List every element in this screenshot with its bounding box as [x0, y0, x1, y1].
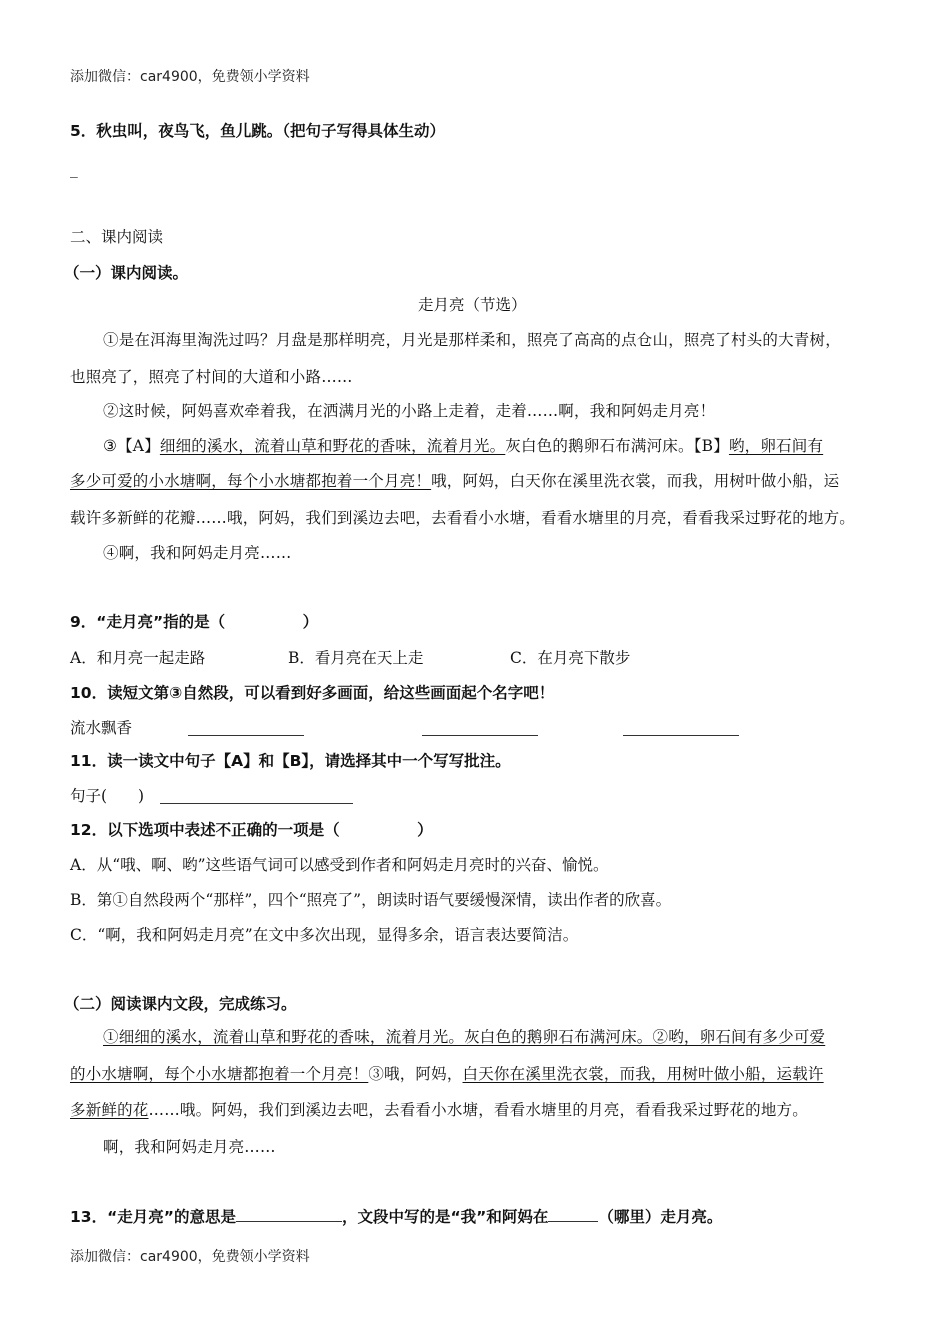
q13-text-3: （哪里）走月亮。 — [598, 1208, 723, 1226]
part-2-line2 — [70, 1062, 824, 1084]
part-2-line3-text: ……哦。阿妈，我们到溪边去吧，去看看小水塘，看看水塘里的月亮，看看我采过野花的地方。 — [148, 1101, 808, 1119]
q13-text-1: 13．“走月亮”的意思是 — [70, 1208, 236, 1226]
sentence-b-start: 哟，卵石间有 — [728, 437, 824, 455]
passage-p3-line1 — [103, 434, 823, 456]
passage-p3-text: 灰白色的鹅卵石布满河床。【B】 — [505, 437, 729, 455]
question-12: 12．以下选项中表述不正确的一项是（ ） — [70, 821, 433, 839]
part-2-sentence-2-end: 的小水塘啊，每个小水塘都抱着一个月亮！ — [70, 1065, 369, 1083]
q9-option-b[interactable]: B．看月亮在天上走 — [288, 649, 424, 667]
passage-p3-line3: 载许多新鲜的花瓣……哦，阿妈，我们到溪边去吧，去看看小水塘，看看水塘里的月亮，看看我采过野花的地方。 — [70, 509, 856, 527]
question-10-answers — [70, 716, 770, 740]
q12-option-c[interactable]: C．“啊，我和阿妈走月亮”在文中多次出现，显得多余，语言表达要简洁。 — [70, 926, 579, 944]
passage-p1-line2: 也照亮了，照亮了村间的大道和小路…… — [70, 368, 353, 386]
q13-blank-2[interactable] — [548, 1220, 598, 1222]
passage-p1-line1: ①是在洱海里淘洗过吗？月盘是那样明亮，月光是那样柔和，照亮了高高的点仓山，照亮了村头的大青树， — [103, 331, 841, 349]
passage-p4: ④啊，我和阿妈走月亮…… — [103, 544, 292, 562]
passage-p3-text2: 哦，阿妈，白天你在溪里洗衣裳，而我，用树叶做小船，运 — [431, 472, 840, 490]
q9-option-c[interactable]: C．在月亮下散步 — [510, 649, 631, 667]
q13-text-2: ，文段中写的是“我”和阿妈在 — [341, 1208, 549, 1226]
part-2-line4: 啊，我和阿妈走月亮…… — [103, 1138, 276, 1156]
part-2-title: （二）阅读课内文段，完成练习。 — [64, 995, 297, 1013]
q11-answer-blank[interactable] — [160, 802, 353, 804]
part-2-sentence-3-start: ③哦，阿妈， — [368, 1065, 463, 1083]
part-2-sentence-2-start: ②哟，卵石间有多少可爱 — [652, 1028, 826, 1046]
part-2-line1 — [103, 1025, 825, 1047]
q9-option-a[interactable]: A．和月亮一起走路 — [70, 649, 206, 667]
passage-p2: ②这时候，阿妈喜欢牵着我，在洒满月光的小路上走着，走着……啊，我和阿妈走月亮！ — [103, 402, 716, 420]
marker-a: ③【A】 — [103, 437, 160, 455]
part-2-sentence-1: ①细细的溪水，流着山草和野花的香味，流着月光。灰白色的鹅卵石布满河床。 — [103, 1028, 653, 1046]
q11-answer-prefix: 句子( ) — [70, 787, 145, 805]
question-10: 10．读短文第③自然段，可以看到好多画面，给这些画面起个名字吧！ — [70, 684, 555, 702]
q10-blank-1[interactable] — [188, 734, 304, 736]
part-2-sentence-3-end: 多新鲜的花 — [70, 1101, 149, 1119]
sentence-a: 细细的溪水，流着山草和野花的香味，流着月光。 — [159, 437, 506, 455]
question-5: 5．秋虫叫，夜鸟飞，鱼儿跳。（把句子写得具体生动） — [70, 122, 446, 140]
question-11-answer — [70, 784, 370, 808]
question-5-answer-mark: _ — [70, 160, 78, 178]
q10-blank-2[interactable] — [422, 734, 538, 736]
sentence-b-end: 多少可爱的小水塘啊，每个小水塘都抱着一个月亮！ — [70, 472, 432, 490]
part-1-title: （一）课内阅读。 — [64, 264, 189, 282]
page-header: 添加微信：car4900，免费领小学资料 — [70, 69, 310, 85]
part-2-line3 — [70, 1098, 808, 1120]
page-footer: 添加微信：car4900，免费领小学资料 — [70, 1249, 310, 1265]
q10-blank-3[interactable] — [623, 734, 739, 736]
q12-option-a[interactable]: A．从“哦、啊、哟”这些语气词可以感受到作者和阿妈走月亮时的兴奋、愉悦。 — [70, 856, 609, 874]
q10-first-name: 流水飘香 — [70, 719, 133, 737]
question-9: 9．“走月亮”指的是（ ） — [70, 613, 319, 631]
passage-title: 走月亮（节选） — [418, 296, 527, 314]
question-13 — [70, 1205, 722, 1227]
q12-option-b[interactable]: B．第①自然段两个“那样”，四个“照亮了”，朗读时语气要缓慢深情，读出作者的欣喜。 — [70, 891, 672, 909]
question-11: 11．读一读文中句子【A】和【B】，请选择其中一个写写批注。 — [70, 752, 511, 770]
question-9-options — [70, 646, 870, 668]
section-2-title: 二、课内阅读 — [70, 228, 164, 246]
q13-blank-1[interactable] — [236, 1220, 342, 1222]
part-2-sentence-3-underlined: 白天你在溪里洗衣裳，而我，用树叶做小船，运载许 — [462, 1065, 824, 1083]
passage-p3-line2 — [70, 469, 839, 491]
